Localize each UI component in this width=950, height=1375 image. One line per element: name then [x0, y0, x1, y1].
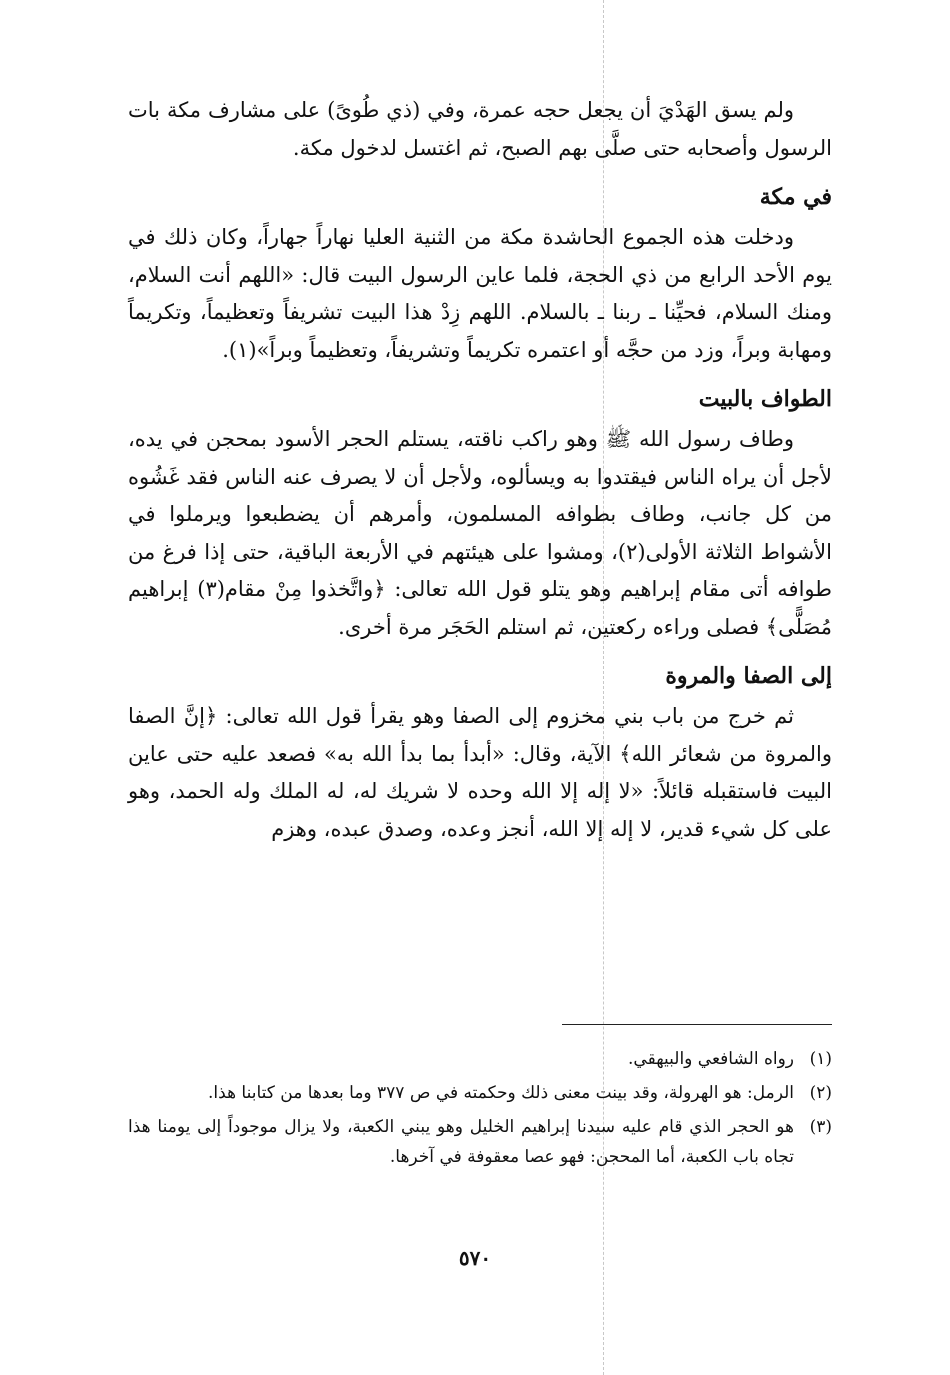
tawaf-paragraph: وطاف رسول الله ﷺ وهو راكب ناقته، يستلم الحجر الأسود بمحجن في يده، لأجل أن يراه الناس فيقتدوا به ويسألوه، ولأجل أن لا يصرف عنه الناس فقد غَشُوه من كل جانب، وطاف بطوافه المسلمون، وأمرهم أن يضطبعوا ويرملوا في الأشواط الثلاثة الأولى(٢)، ومشوا على هيئتهم في الأربعة الباقية، حتى إذا فرغ من طوافه أتى مقام إبراهيم وهو يتلو قول الله تعالى: ﴿واتَّخذوا مِنْ مقام(٣) إبراهيم مُصَلًّى﴾ فصلى وراءه ركعتين، ثم استلم الحَجَر مرة أخرى.	[128, 427, 832, 639]
footnote-divider	[562, 1024, 832, 1025]
footnote-text: هو الحجر الذي قام عليه سيدنا إبراهيم الخليل وهو يبني الكعبة، ولا يزال موجوداً إلى يومنا هذا تجاه باب الكعبة، أما المحجن: فهو عصا معقوفة في آخرها.	[128, 1117, 794, 1167]
footnote-1	[128, 1044, 832, 1074]
heading-safa-marwa: إلى الصفا والمروة	[665, 663, 832, 689]
footnote-2	[128, 1078, 832, 1108]
safa-paragraph: ثم خرج من باب بني مخزوم إلى الصفا وهو يقرأ قول الله تعالى: ﴿إنَّ الصفا والمروة من شعائر الله﴾ الآية، وقال: «أبدأ بما بدأ الله به» فصعد عليه حتى عاين البيت فاستقبله قائلاً: «لا إله إلا الله وحده لا شريك له، له الملك وله الحمد، وهو على كل شيء قدير، لا إله إلا الله، أنجز وعده، وصدق عبده، وهزم	[128, 704, 832, 841]
makkah-paragraph: ودخلت هذه الجموع الحاشدة مكة من الثنية العليا نهاراً جهاراً، وكان ذلك في يوم الأحد الرابع من ذي الحجة، فلما عاين الرسول البيت قال: «اللهم أنت السلام، ومنك السلام، فحيِّنا ـ ربنا ـ بالسلام. اللهم زِدْ هذا البيت تشريفاً وتعظيماً، وتكريماً ومهابة وبراً، وزد من حجَّه أو اعتمره تكريماً وتشريفاً، وتعظيماً وبراً»(١).	[128, 225, 832, 362]
footnote-text: الرمل: هو الهرولة، وقد بينت معنى ذلك وحكمته في ص ٣٧٧ وما بعدها من كتابنا هذا.	[208, 1083, 794, 1103]
main-text	[128, 92, 832, 848]
footnote-text: رواه الشافعي والبيهقي.	[628, 1049, 794, 1069]
heading-tawaf: الطواف بالبيت	[698, 386, 832, 412]
page-number: ٥٧٠	[458, 1246, 492, 1270]
footnote-number: (٣)	[809, 1117, 832, 1137]
intro-paragraph: ولم يسق الهَدْيَ أن يجعل حجه عمرة، وفي (ذي طُوىً) على مشارف مكة بات الرسول وأصحابه حتى صلَّى بهم الصبح، ثم اغتسل لدخول مكة.	[128, 98, 832, 160]
heading-makkah: في مكة	[759, 184, 832, 210]
footnote-3	[128, 1112, 832, 1172]
footnote-number: (٢)	[809, 1083, 832, 1103]
footnotes	[128, 1040, 832, 1176]
footnote-number: (١)	[809, 1049, 832, 1069]
